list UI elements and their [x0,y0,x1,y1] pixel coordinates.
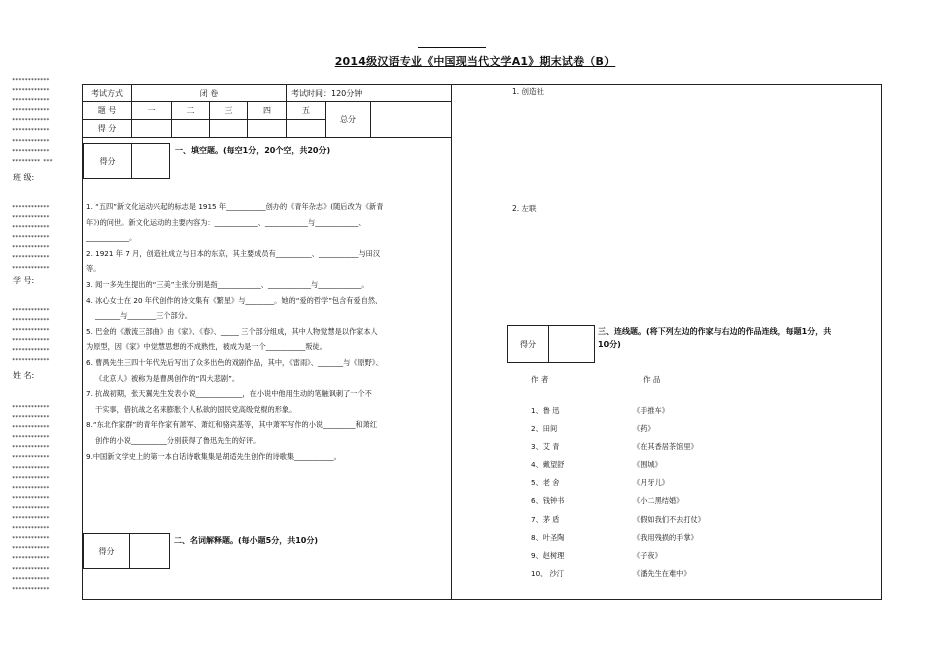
section3-score-box [507,325,595,363]
header-table [82,84,452,138]
exam-method-value: 闭 卷 [132,85,287,102]
work-item[interactable]: 《假如我们不去打仗》 [633,514,705,524]
author-item[interactable]: 6、钱钟书 [531,496,565,506]
q3: 3. 闻一多先生提出的“三美”主张分别是指____________、____________与____________。 [86,279,369,289]
author-item[interactable]: 5、老 舍 [531,478,560,488]
author-item[interactable]: 2、田间 [531,424,558,434]
section3-score-cell[interactable] [549,326,595,363]
total-label: 总分 [326,102,371,138]
section2-heading: 二、名词解释题。(每小题5分，共10分) [174,536,319,545]
title-top-line [418,47,486,48]
col-4: 四 [248,102,287,120]
author-item[interactable]: 10、 沙汀 [531,568,564,578]
score-cell-2[interactable] [172,120,210,138]
authors-header: 作 者 [531,375,549,384]
binding-stars-4: ************ ************ ************ ************ ************ ************ ************ ************ ************ ************ ************ ************ ************ ************ ************ ************ ************ ************ ************ [12,405,50,593]
work-item[interactable]: 《手推车》 [633,406,669,415]
author-item[interactable]: 4、戴望舒 [531,460,565,470]
score-cell-3[interactable] [210,120,248,138]
binding-stars-1: ************ ************ ************ ************ ************ ************ ************ ************ ********* *** [12,78,53,165]
q7-line1: 7. 抗战初期，张天翼先生发表小说_____________，在小说中他用生动的笔触讽刺了一个不 [86,389,372,399]
works-list [633,402,793,583]
binding-stars-2: ************ ************ ************ ************ ************ ************ ************ [12,205,50,272]
author-item[interactable]: 1、鲁 迅 [531,406,560,415]
student-id-label: 学 号: [13,276,35,285]
score-cell-1[interactable] [132,120,172,138]
section1-score-cell[interactable] [132,144,170,179]
works-header: 作 品 [643,375,661,384]
author-item[interactable]: 3、艾 青 [531,442,560,452]
section1-heading: 一、填空题。(每空1分，20个空，共20分) [175,146,331,155]
section2-score-label: 得分 [84,534,130,569]
col-1: 一 [132,102,172,120]
work-item[interactable]: 《在其香居茶馆里》 [633,442,698,452]
work-item[interactable]: 《月牙儿》 [633,478,669,488]
exam-time: 考试时间：120分钟 [287,85,452,102]
col-3: 三 [210,102,248,120]
section3-heading-line2: 10分) [598,340,621,349]
q1-line3: ____________。 [86,233,137,243]
class-label: 班 级: [13,173,35,182]
score-cell-4[interactable] [248,120,287,138]
fill-blank-questions [86,199,452,464]
q5-line2: 为原型，因《家》中觉慧思想的不成熟性，被成为是一个___________叛徒。 [86,342,327,352]
score-label: 得 分 [83,120,132,138]
q7-line2: 干实事，借抗战之名来膨胀个人私欲的国民党高级党棍的形象。 [95,404,297,414]
section2-score-cell[interactable] [130,534,170,569]
section1-score-label: 得分 [84,144,132,179]
q6-line1: 6. 曹禺先生三四十年代先后写出了众多出色的戏剧作品，其中，《雷雨》、_______与《原野》、 [86,357,383,367]
section1-score-box [83,143,170,179]
section2-score-box [83,533,170,569]
q2-line2: 等。 [86,264,101,274]
total-score-cell[interactable] [371,102,452,138]
work-item[interactable]: 《药》 [633,424,655,434]
author-item[interactable]: 8、叶圣陶 [531,532,565,542]
term-2: 2. 左联 [512,204,537,213]
work-item[interactable]: 《小二黑结婚》 [633,496,684,506]
q4-line2: _______与________三个部分。 [95,311,193,321]
col-5: 五 [287,102,326,120]
author-item[interactable]: 9、赵树理 [531,550,565,560]
q5-line1: 5. 巴金的《激流三部曲》由《家》、《春》、_____ 三个部分组成，其中人物觉慧是以作家本人 [86,326,378,336]
score-cell-5[interactable] [287,120,326,138]
q6-line2: 《北京人》被称为是曹禺创作的“四大悲剧”。 [95,373,240,383]
exam-method-label: 考试方式 [83,85,132,102]
work-item[interactable]: 《围城》 [633,460,662,470]
q1-line2: 年》)的问世。新文化运动的主要内容为：____________、____________与____________、 [86,217,366,227]
term-1: 1. 创造社 [512,87,545,96]
question-number-label: 题 号 [83,102,132,120]
work-item[interactable]: 《子夜》 [633,550,662,560]
section3-heading-line1: 三、连线题。(将下列左边的作家与右边的作品连线，每题1分，共 [598,327,832,336]
authors-list [531,402,631,583]
work-item[interactable]: 《潘先生在难中》 [633,568,691,578]
q9: 9.中国新文学史上的第一本白话诗歌集集是胡适先生创作的诗歌集___________。 [86,451,341,461]
section3-score-label: 得分 [508,326,549,363]
binding-stars-3: ************ ************ ************ ************ ************ ************ [12,308,50,365]
exam-title: 2014级汉语专业《中国现当代文学A1》期末试卷（B） [334,55,616,68]
work-item[interactable]: 《我用残损的手掌》 [633,532,698,542]
q2-line1: 2. 1921 年 7 月，创造社成立与日本的东京，其主要成员有__________、___________与田汉 [86,248,381,258]
q8-line1: 8.“东北作家群”的青年作家有萧军、萧红和骆宾基等，其中萧军写作的小说_________和萧红 [86,420,378,430]
col-2: 二 [172,102,210,120]
q4-line1: 4. 冰心女士在 20 年代创作的诗文集有《繁星》与________。她的“爱的哲学”包含有爱自然、 [86,295,383,305]
author-item[interactable]: 7、茅 盾 [531,514,560,524]
q8-line2: 创作的小说__________分别获得了鲁迅先生的好评。 [95,435,261,445]
name-label: 姓 名: [13,371,35,380]
q1-line1: 1. “五四”新文化运动兴起的标志是 1915 年___________创办的《青年杂志》(随后改为《新青 [86,202,384,211]
